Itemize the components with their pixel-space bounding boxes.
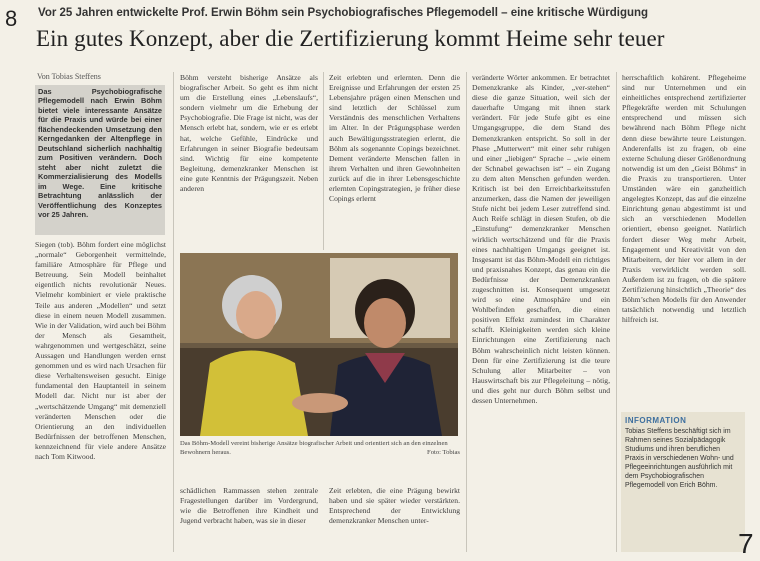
photo-caption: Das Böhm-Modell vereint bisherige Ansätze biografischer Arbeit und orientiert sich an den einzelnen Bewohnern heraus. xyxy=(180,440,448,456)
column-rule xyxy=(173,72,174,552)
info-heading: INFORMATION xyxy=(625,416,687,425)
column-1-text: Siegen (tob). Böhm fordert eine möglichst „normale“ Geborgenheit vermittelnde, familiäre Atmosphäre für Pflege und Betreuung. Sein Modell beinhaltet eigentlich nichts revolutionär Neues. Vielmehr kombiniert er viele praktische Teile aus anderen „Modellen“ und setzt diese in einem neuen Modell zusammen. Wie in der Validation, wird auch bei Böhm der Mensch als Gesamtheit, wahrgenommen und wertgeschätzt, seine Aussagen und Handlungen werden ernst genommen und es wird nach Ursachen für diese Verhaltensweisen gesucht. Einige fundamental den Hauptanteil in seinem Modell dar. Nicht nur ist aber der „wertschätzende Umgang“ mit demenziell veränderten Menschen oder die Orientierung an den individuellen Bedürfnissen der betroffenen Menschen, kennzeichnend für viele andere Ansätze nach Tom Kitwood. xyxy=(35,240,166,461)
article-headline: Ein gutes Konzept, aber die Zertifizierung kommt Heime sehr teuer xyxy=(36,26,665,51)
column-3-bottom-text: Zeit erlebten, die eine Prägung bewirkt haben und sie später wieder verstärkten. Entsprechend der Entwicklung demenzkranker Menschen unter- xyxy=(329,486,460,526)
article-photo xyxy=(180,253,458,436)
column-rule xyxy=(466,72,467,552)
photo-credit: Foto: Tobias xyxy=(427,448,460,456)
column-2-text: Böhm versteht bisherige Ansätze als biografischer Arbeit. So geht es ihm nicht um die Erstellung eines „Lebenslaufs“, sondern vielmehr um die Erhebung der Psychobiografie. Die Frage ist nicht, was der Mensch erlebt hat, sondern, wie er es erlebt hat, welche Gefühle, Eindrücke und Erfahrungen in seiner Biografie bedeutsam sind. Wichtig für eine kompetente Begleitung, demenzkranker Menschen ist eine gute Kenntnis der Prägungszeit. Neben anderen xyxy=(180,73,318,194)
page-number-right: 7 xyxy=(738,528,754,559)
byline: Von Tobias Steffens xyxy=(37,72,101,81)
column-4 xyxy=(472,73,610,553)
column-4-text: veränderte Wörter ankommen. Er betrachtet Demenzkranke als Kinder, „ver-stehen“ diese die ganze Situation, weil sich der dauerhafte Umgang mit ihnen stark verändert. Für jede Stufe gibt es eine Umgangsgruppe, die dem Stand des Demenzkranken entspricht. So soll in der Phase „Mutterwert“ mit einer sehr ruhigen und einer „liebigen“ Sprache – „wie einem der Schnabel gewachsen ist“ – ein Zugang zu dem alten Menschen gefunden werden. Kritisch ist bei den Erreichbarkeitsstufen anzumerken, dass die Namen der jeweiligen Stufe nicht bei jedem Leser zutreffend sind. Auch Reife schlägt in diesen Stufen, ob die „Einstufung“ demenzkranker Menschen wirklich wertschätzend und für die Praxis eines nachhaltigen Umgangs geeignet ist. Insgesamt ist das Böhm-Modell ein richtiges und praxisnahes Konzept, das genau ein die Bedürfnisse der Demenzkranken zugeschnitten ist. Konsequent umgesetzt wird so eine Atmosphäre und ein Wohlbefinden geschaffen, die einen positiven Effekt zumindest im Charakter schafft. Kleinigkeiten werden sich kleine Einrichtungen eine Zertifizierung nach Böhm wahrscheinlich nicht leisten können. Denn für eine Zertifizierung ist die teure Schulung aller Mitarbeiter – von Hauswirtschaft bis zur Pflegeleitung – nötig, und dies geht nur durch Böhm selbst und dessen Unternehmen. xyxy=(472,73,610,405)
column-2-bottom xyxy=(180,486,318,553)
column-3-text: Zeit erlebten und erlernten. Denn die Ereignisse und Erfahrungen der ersten 25 Lebensjahre prägen einen Menschen und sind letztlich der Schlüssel zum Verständnis des menschlichen Verhaltens im Alter. In der Prägungsphase werden auch Bewältigungsstrategien erlernt, die Böhm als sogenannte Copings bezeichnet. Dement veränderte Menschen fallen in ihrem Verhalten und ihren Gewohnheiten zurück auf die in ihrer Lebensgeschichte erlernten Copingstrategien, je früher diese Copings erlernt xyxy=(329,73,460,204)
lead-paragraph: Das Psychobiografische Pflegemodell nach Erwin Böhm bietet viele interessante Ansätze für die Praxis und würde bei einer flächendeckenden Umsetzung den Kerngedanken der Altenpflege in Deutschland sicherlich nachhaltig zum Positiven verändern. Doch steht aber nicht zuletzt die Kommerzialisierung des Modells im Wege. Eine kritische Betrachtung anlässlich der Veröffentlichung des Konzeptes vor 25 Jahren. xyxy=(35,85,165,235)
photo-caption-block xyxy=(180,440,460,457)
info-box xyxy=(621,412,745,552)
column-rule xyxy=(323,72,324,250)
info-text: Tobias Steffens beschäftigt sich im Rahmen seines Sozialpädagogik Studiums und ihren beruflichen Praxis in verschiedenen Wohn- und Pflegeeinrichtungen ausführlich mit dem Psychobiografischen Pflegemodell von Erich Böhm. xyxy=(625,428,734,489)
column-rule xyxy=(616,72,617,552)
column-2-bottom-text: schädlichen Rammassen stehen zentrale Fragestellungen darüber im Vordergrund, wie die Betroffenen ihre Kindheit und Jugend verbracht haben, was sie in dieser xyxy=(180,486,318,526)
column-5 xyxy=(622,73,746,406)
column-5-text: herrschaftlich kohärent. Pflegeheime sind nur Unternehmen und ein einheitliches entsprechend zertifizierter Pflegekräfte werden mit Schulungen entsprechend und müssen sich bewährend nach Böhm Pflege nicht denn diese bewährte teure Leistungen. Anderenfalls ist zu fragen, ob eine externe Schulung dieser Größenordnung notwendig ist um den „Geist Böhms“ in die Praxis zu transportieren. Unter Umständen wäre ein ganzheitlich angelegtes Konzept, das auf die einzelne Einrichtung genau abgestimmt ist und sich an verschiedenen Modellen orientiert, ebenso geeignet. Natürlich fordert dieser Weg mehr Arbeit, Engagement und Kreativität von den Mitarbeitern, der hier vor allem in der Praxis verwirklicht werden soll. Außerdem ist zu fragen, ob die spätere Zertifizierung hinsichtlich „Theorie“ des Böhm’schen Modells für den Anwender tatsächlich notwendig und letztlich hilfreich ist. xyxy=(622,73,746,325)
column-3-top xyxy=(329,73,460,249)
column-2-top xyxy=(180,73,318,249)
column-1 xyxy=(35,240,166,552)
article-kicker: Vor 25 Jahren entwickelte Prof. Erwin Böhm sein Psychobiografisches Pflegemodell – eine kritische Würdigung xyxy=(38,7,649,19)
column-3-bottom xyxy=(329,486,460,553)
page-number-left: 8 xyxy=(5,6,18,31)
